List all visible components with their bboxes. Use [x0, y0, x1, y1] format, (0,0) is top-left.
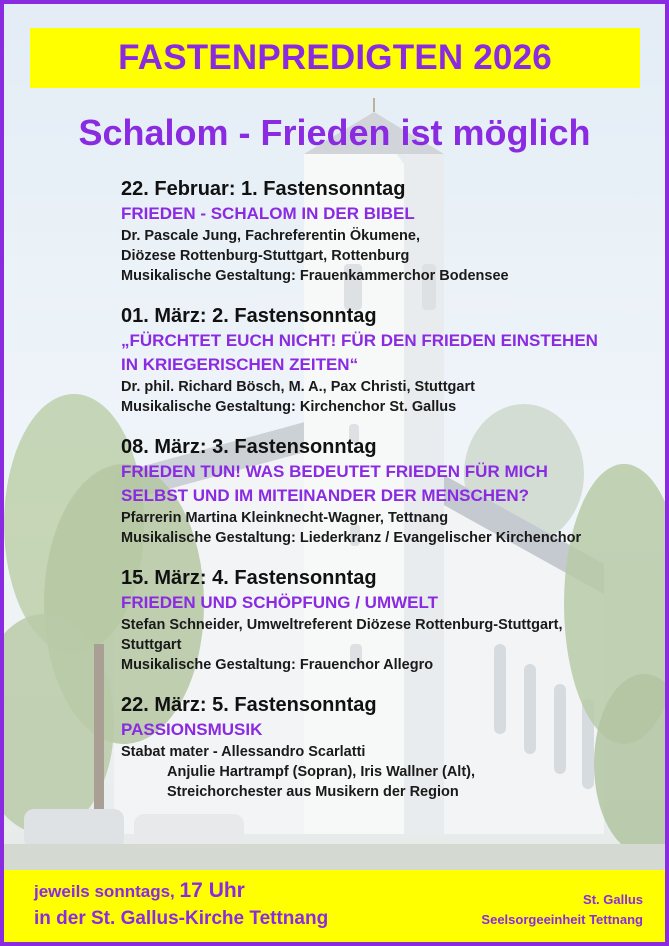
title-banner: [30, 28, 640, 88]
event-date: 01. März: 2. Fastensonntag: [121, 305, 377, 327]
event-date: 08. März: 3. Fastensonntag: [121, 436, 377, 458]
event-item: [121, 692, 661, 802]
event-topic: „FÜRCHTET EUCH NICHT! FÜR DEN FRIEDEN EINSTEHEN: [121, 331, 598, 350]
event-music: Musikalische Gestaltung: Frauenchor Allegro: [121, 657, 434, 673]
event-topic: FRIEDEN TUN! WAS BEDEUTET FRIEDEN FÜR MICH: [121, 462, 548, 481]
footer-schedule-time: 17 Uhr: [179, 879, 245, 902]
event-topic: FRIEDEN UND SCHÖPFUNG / UMWELT: [121, 593, 439, 612]
event-date: 22. März: 5. Fastensonntag: [121, 694, 377, 716]
event-topic-continued: SELBST UND IM MITEINANDER DER MENSCHEN?: [121, 486, 530, 505]
event-topic-continued: IN KRIEGERISCHEN ZEITEN“: [121, 355, 359, 374]
event-speaker: Pfarrerin Martina Kleinknecht-Wagner, Tettnang: [121, 510, 449, 526]
footer-org-name: St. Gallus: [583, 892, 643, 907]
footer-venue: in der St. Gallus-Kirche Tettnang: [34, 908, 329, 929]
page-subtitle: Schalom - Frieden ist möglich: [78, 112, 591, 153]
page-title: FASTENPREDIGTEN 2026: [118, 38, 552, 77]
event-music: Musikalische Gestaltung: Liederkranz / Evangelischer Kirchenchor: [121, 530, 582, 546]
event-topic: FRIEDEN - SCHALOM IN DER BIBEL: [121, 204, 415, 223]
event-date: 22. Februar: 1. Fastensonntag: [121, 178, 406, 200]
event-item: [121, 303, 661, 417]
footer-schedule-prefix: jeweils sonntags,: [34, 882, 175, 901]
event-performers: Anjulie Hartrampf (Sopran), Iris Wallner (Alt),: [167, 764, 476, 780]
event-item: [121, 565, 661, 675]
footer-org-unit: Seelsorgeeinheit Tettnang: [481, 912, 643, 927]
footer-banner: [4, 870, 665, 942]
event-performers-continued: Streichorchester aus Musikern der Region: [167, 784, 459, 800]
footer-schedule-line1: [34, 878, 328, 905]
event-music: Musikalische Gestaltung: Kirchenchor St. Gallus: [121, 399, 457, 415]
event-speaker: Dr. Pascale Jung, Fachreferentin Ökumene,: [121, 228, 420, 244]
footer-organization: [481, 890, 643, 930]
event-speaker: Dr. phil. Richard Bösch, M. A., Pax Christi, Stuttgart: [121, 379, 475, 395]
event-music: Musikalische Gestaltung: Frauenkammerchor Bodensee: [121, 268, 509, 284]
event-list: [121, 176, 661, 819]
event-item: [121, 176, 661, 286]
event-item: [121, 434, 661, 548]
event-speaker-location: Stuttgart: [121, 637, 182, 653]
footer-schedule: [34, 878, 328, 933]
event-speaker: Stefan Schneider, Umweltreferent Diözese Rottenburg-Stuttgart,: [121, 617, 563, 633]
event-speaker-affiliation: Diözese Rottenburg-Stuttgart, Rottenburg: [121, 248, 410, 264]
event-work: Stabat mater - Allessandro Scarlatti: [121, 744, 366, 760]
event-topic: PASSIONSMUSIK: [121, 720, 263, 739]
event-date: 15. März: 4. Fastensonntag: [121, 567, 377, 589]
